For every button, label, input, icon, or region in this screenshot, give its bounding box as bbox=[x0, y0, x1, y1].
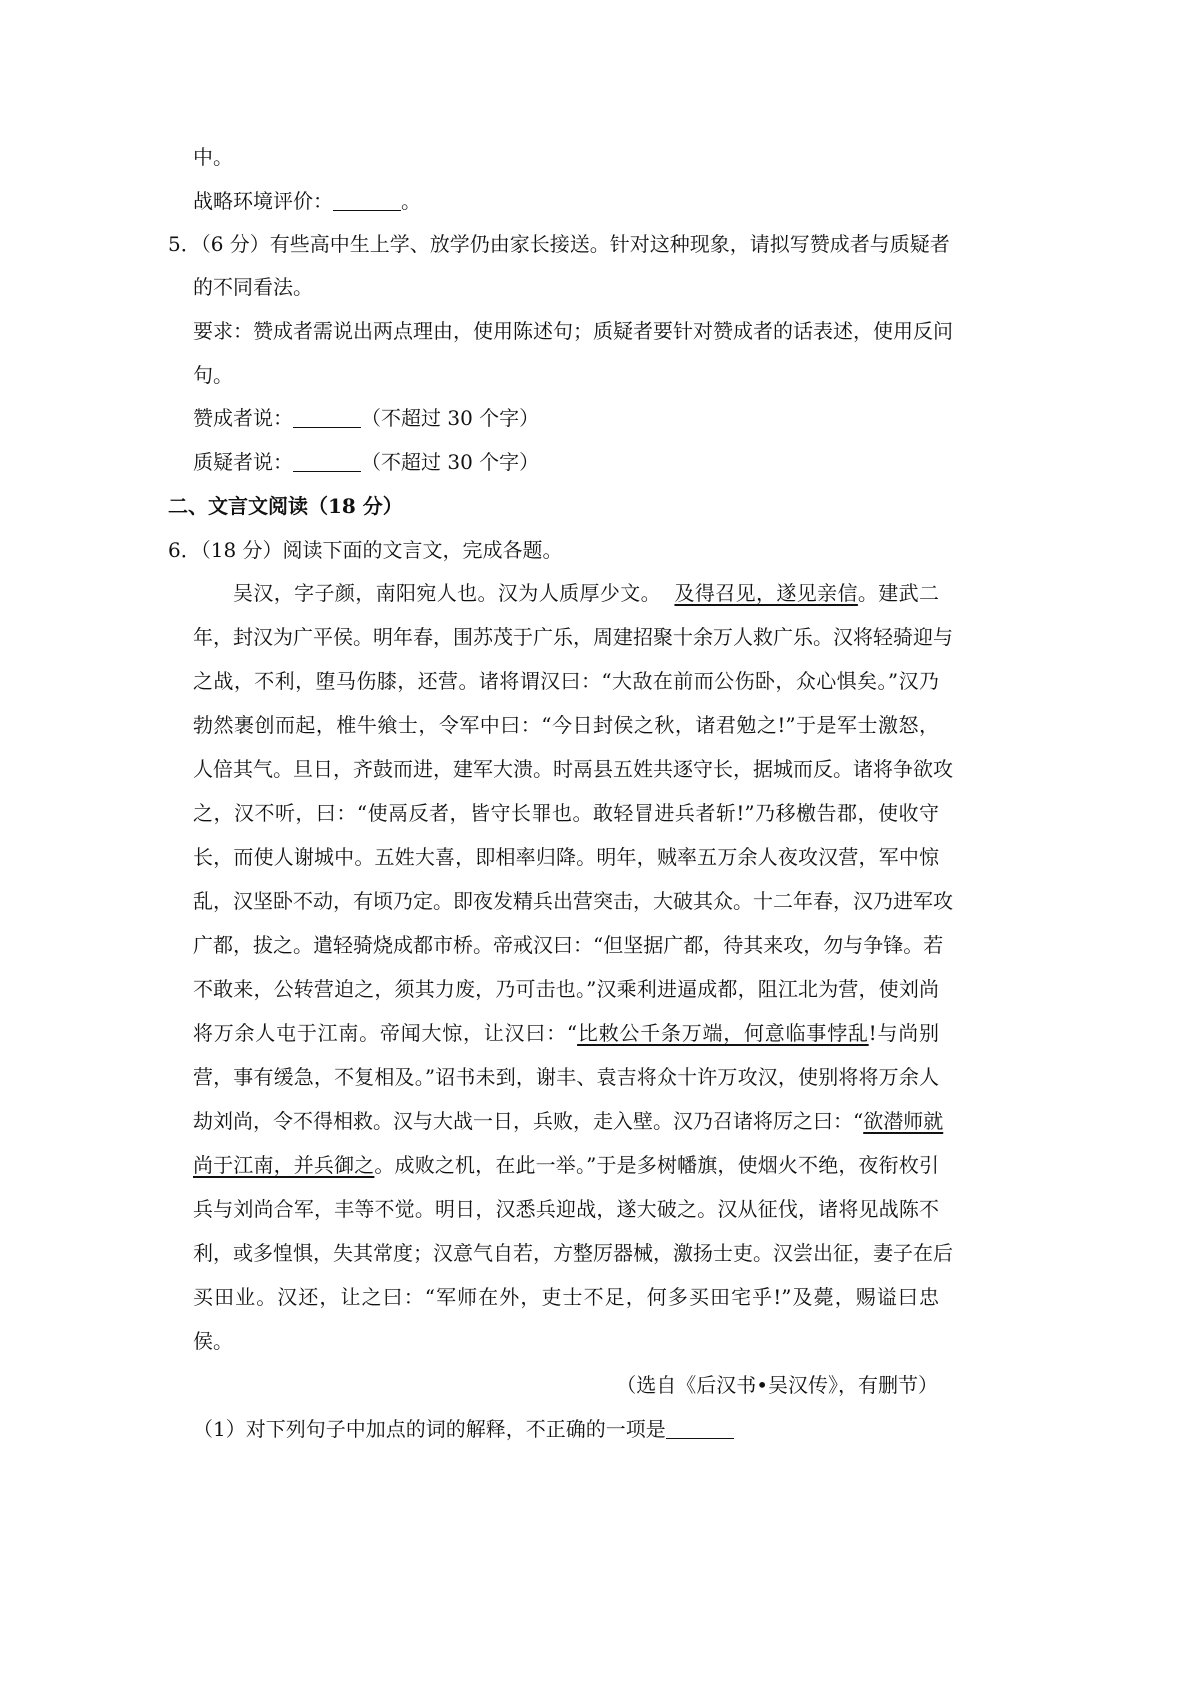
supporter-answer-blank[interactable] bbox=[293, 407, 361, 428]
strategy-evaluation-line bbox=[193, 187, 421, 215]
passage-text: 。成败之机，在此一举。”于是多树幡旗，使烟火不绝，夜衔枚引 bbox=[374, 1153, 939, 1177]
passage-line-3: 之战，不利，堕马伤膝，还营。诸将谓汉曰：“大敌在前而公伤卧，众心惧矣。”汉乃 bbox=[193, 669, 939, 693]
strategy-suffix: 。 bbox=[401, 189, 421, 213]
passage-line-5: 人倍其气。旦日，齐鼓而进，建军大溃。时鬲县五姓共逐守长，据城而反。诸将争欲攻 bbox=[193, 757, 953, 781]
underlined-sentence-1: 及得召见，遂见亲信 bbox=[674, 581, 858, 605]
supporter-limit: （不超过 30 个字） bbox=[361, 406, 540, 430]
passage-source: （选自《后汉书•吴汉传》，有删节） bbox=[616, 1373, 938, 1397]
strategy-answer-blank[interactable] bbox=[333, 190, 401, 211]
section2-heading: 二、文言文阅读（18 分） bbox=[168, 494, 403, 518]
q5-question-line2: 的不同看法。 bbox=[193, 275, 313, 299]
passage-line-10: 不敢来，公转营迫之，须其力废，乃可击也。”汉乘利进逼成都，阻江北为营，使刘尚 bbox=[193, 977, 939, 1001]
q5-requirement-line1: 要求：赞成者需说出两点理由，使用陈述句；质疑者要针对赞成者的话表述，使用反问 bbox=[193, 319, 953, 343]
q6-subquestion-1 bbox=[193, 1415, 734, 1443]
doubter-line bbox=[193, 448, 539, 476]
supporter-line bbox=[193, 404, 539, 432]
passage-line-17: 买田业。汉还，让之曰：“军师在外，吏士不足，何多买田宅乎!”及薨，赐谥曰忠 bbox=[193, 1285, 939, 1309]
passage-line-16: 利，或多惶惧，失其常度；汉意气自若，方整厉器械，激扬士吏。汉尝出征，妻子在后 bbox=[193, 1241, 953, 1265]
passage-line-9: 广都，拔之。遣轻骑烧成都市桥。帝戒汉曰：“但坚据广都，待其来攻，勿与争锋。若 bbox=[193, 933, 944, 957]
strategy-label: 战略环境评价： bbox=[193, 189, 333, 213]
passage-text: 吴汉，字子颜，南阳宛人也。汉为人质厚少文。 bbox=[233, 581, 661, 605]
passage-line-15: 兵与刘尚合军，丰等不觉。明日，汉悉兵迎战，遂大破之。汉从征伐，诸将见战陈不 bbox=[193, 1197, 939, 1221]
passage-line-12: 营，事有缓急，不复相及。”诏书未到，谢丰、袁吉将众十许万攻汉，使别将将万余人 bbox=[193, 1065, 939, 1089]
passage-text: 。建武二 bbox=[857, 581, 940, 605]
passage-line-11 bbox=[193, 1019, 939, 1047]
subquestion-1-text: （1）对下列句子中加点的词的解释，不正确的一项是 bbox=[193, 1417, 666, 1441]
passage-line-1 bbox=[233, 579, 939, 607]
doubter-label: 质疑者说： bbox=[193, 450, 293, 474]
underlined-sentence-2: 比敕公千条万端，何意临事悖乱 bbox=[577, 1021, 869, 1045]
passage-line-14 bbox=[193, 1151, 939, 1179]
passage-line-18: 侯。 bbox=[193, 1329, 233, 1353]
q5-requirement-line2: 句。 bbox=[193, 363, 233, 387]
q5-question-line1: 5．（6 分）有些高中生上学、放学仍由家长接送。针对这种现象，请拟写赞成者与质疑者 bbox=[168, 232, 950, 256]
passage-line-2: 年，封汉为广平侯。明年春，围苏茂于广乐，周建招聚十余万人救广乐。汉将轻骑迎与 bbox=[193, 625, 953, 649]
underlined-sentence-3b: 尚于江南，并兵御之 bbox=[193, 1153, 375, 1177]
passage-line-6: 之，汉不听，曰：“使鬲反者，皆守长罪也。敢轻冒进兵者斩!”乃移檄告郡，使收守 bbox=[193, 801, 939, 825]
passage-line-13 bbox=[193, 1107, 944, 1135]
passage-line-4: 勃然裹创而起，椎牛飨士，令军中曰：“今日封侯之秋，诸君勉之!”于是军士激怒， bbox=[193, 713, 939, 737]
q6-intro: 6．（18 分）阅读下面的文言文，完成各题。 bbox=[168, 538, 563, 562]
supporter-label: 赞成者说： bbox=[193, 406, 293, 430]
passage-text: 劫刘尚，令不得相救。汉与大战一日，兵败，走入壁。汉乃召诸将厉之曰：“ bbox=[193, 1109, 864, 1133]
passage-line-8: 乱，汉坚卧不动，有顷乃定。即夜发精兵出营突击，大破其众。十二年春，汉乃进军攻 bbox=[193, 889, 953, 913]
passage-text: 将万余人屯于江南。帝闻大惊，让汉曰：“ bbox=[193, 1021, 578, 1045]
subquestion-1-answer-blank[interactable] bbox=[666, 1418, 734, 1439]
underlined-sentence-3a: 欲潜师就 bbox=[863, 1109, 944, 1133]
passage-line-7: 长，而使人谢城中。五姓大喜，即相率归降。明年，贼率五万余人夜攻汉营，军中惊 bbox=[193, 845, 939, 869]
doubter-answer-blank[interactable] bbox=[293, 451, 361, 472]
q4-tail-line: 中。 bbox=[193, 145, 233, 169]
passage-text: !与尚别 bbox=[868, 1021, 940, 1045]
doubter-limit: （不超过 30 个字） bbox=[361, 450, 540, 474]
